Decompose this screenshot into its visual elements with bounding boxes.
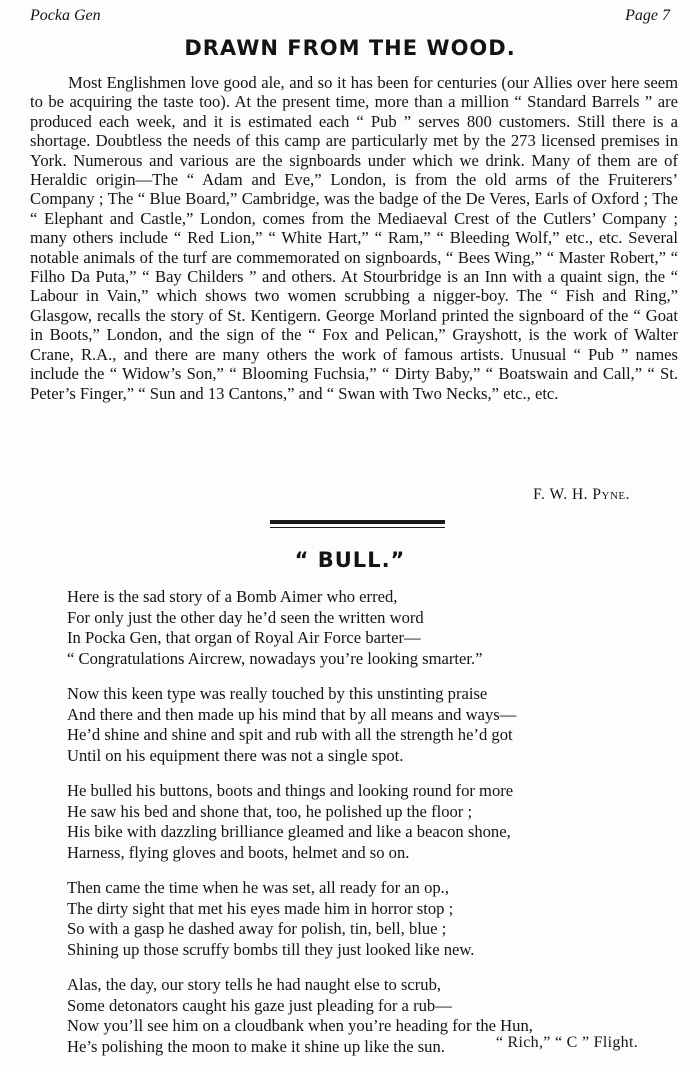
poem-title: “ BULL.”	[294, 548, 406, 572]
poem-line: He’d shine and shine and spit and rub with all the strength he’d got	[67, 725, 513, 744]
poem-line: Shining up those scruffy bombs till they just looked like new.	[67, 939, 475, 959]
poem-body	[67, 587, 667, 1072]
poem-line: In Pocka Gen, that organ of Royal Air Force barter—	[67, 628, 421, 647]
poem-line: Now this keen type was really touched by this unstinting praise	[67, 684, 488, 703]
section-divider-thin	[270, 527, 445, 528]
running-header	[30, 7, 670, 29]
poem-stanza	[67, 878, 667, 960]
article-byline: F. W. H. Pyne.	[533, 486, 630, 503]
article-title: DRAWN FROM THE WOOD.	[184, 36, 516, 60]
poem-signature: “ Rich,” “ C ” Flight.	[495, 1034, 638, 1051]
poem-line: Here is the sad story of a Bomb Aimer who erred,	[67, 587, 398, 606]
poem-line: The dirty sight that met his eyes made him in horror stop ;	[67, 898, 454, 918]
poem-line: He’s polishing the moon to make it shine up like the sun.	[67, 1036, 445, 1056]
poem-stanza	[67, 781, 667, 863]
poem-stanza	[67, 684, 667, 766]
publication-name: Pocka Gen	[30, 7, 101, 24]
poem-line: His bike with dazzling brilliance gleamed and like a beacon shone,	[67, 822, 511, 841]
poem-line: Alas, the day, our story tells he had naught else to scrub,	[67, 975, 442, 994]
poem-line: So with a gasp he dashed away for polish, tin, bell, blue ;	[67, 919, 447, 938]
poem-line: He bulled his buttons, boots and things and looking round for more	[67, 781, 514, 800]
poem-line: Harness, flying gloves and boots, helmet and so on.	[67, 842, 410, 862]
section-divider-thick	[270, 520, 445, 524]
poem-line: He saw his bed and shone that, too, he polished up the floor ;	[67, 801, 473, 821]
poem-line: Now you’ll see him on a cloudbank when you’re heading for the Hun,	[67, 1016, 533, 1035]
poem-stanza	[67, 587, 667, 669]
poem-line: Some detonators caught his gaze just pleading for a rub—	[67, 995, 452, 1015]
poem-line: Until on his equipment there was not a single spot.	[67, 745, 404, 765]
poem-line: For only just the other day he’d seen the written word	[67, 607, 424, 627]
article-paragraph: Most Englishmen love good ale, and so it has been for centuries (our Allies over here seem to be acquiring the taste too). At the present time, more than a million “ Standard Barrels ” are produced each week, and it is estimated each “ Pub ” serves 800 customers. Still there is a shortage. Doubtless the needs of this camp are particularly met by the 273 licensed premises in York. Numerous and various are the signboards under which we drink. Many of them are of Heraldic origin—The “ Adam and Eve,” London, is from the old arms of the Fruiterers’ Company ; The “ Blue Board,” Cambridge, was the badge of the De Veres, Earls of Oxford ; The “ Elephant and Castle,” London, comes from the Mediaeval Crest of the Cutlers’ Company ; many others include “ Red Lion,” “ White Hart,” “ Ram,” “ Bleeding Wolf,” etc., etc. Several notable animals of the turf are commemorated on signboards, “ Bees Wing,” “ Master Robert,” “ Filho Da Puta,” “ Bay Childers ” and others. At Stourbridge is an Inn with a quaint sign, the “ Labour in Vain,” which shows two women scrubbing a nigger-boy. The “ Fish and Ring,” Glasgow, recalls the story of St. Kentigern. George Morland printed the signboard of the “ Goat in Boots,” London, and the sign of the “ Fox and Pelican,” Grayshott, is the work of Walter Crane, R.A., and there are many others the work of famous artists. Unusual “ Pub ” names include the “ Widow’s Son,” “ Blooming Fuchsia,” “ Dirty Baby,” “ Boatswain and Call,” “ St. Peter’s Finger,” “ Sun and 13 Cantons,” and “ Swan with Two Necks,” etc., etc.	[30, 73, 678, 403]
poem-line: Then came the time when he was set, all ready for an op.,	[67, 878, 449, 897]
page-number: Page 7	[625, 7, 670, 24]
article-body	[30, 73, 678, 403]
poem-line: “ Congratulations Aircrew, nowadays you’re looking smarter.”	[67, 648, 483, 668]
poem-line: And there and then made up his mind that by all means and ways—	[67, 704, 517, 724]
